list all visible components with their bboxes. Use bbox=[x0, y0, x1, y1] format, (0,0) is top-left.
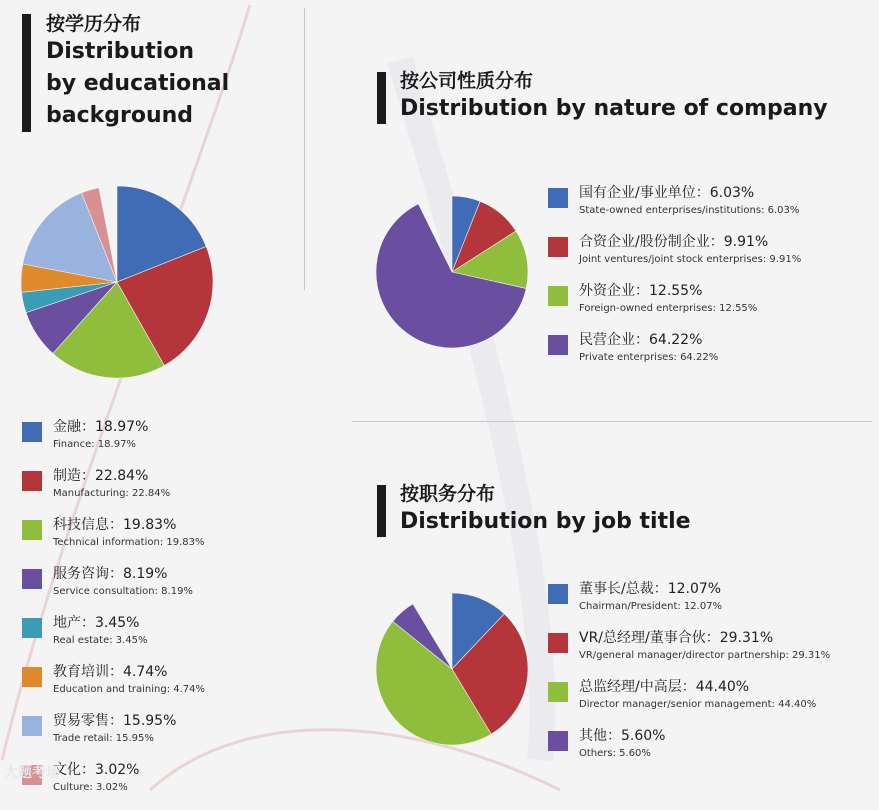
vertical-divider bbox=[304, 8, 305, 290]
legend-swatch bbox=[22, 667, 42, 687]
legend-label-en: VR/general manager/director partnership: 29.31% bbox=[579, 650, 831, 661]
legend-label-zh: 外资企业：12.55% bbox=[579, 283, 703, 299]
legend-label-zh: 科技信息：19.83% bbox=[53, 517, 177, 533]
legend-label-zh: 贸易零售：15.95% bbox=[53, 713, 177, 729]
legend-label-zh: 其他：5.60% bbox=[579, 728, 666, 744]
legend-label-en: Foreign-owned enterprises: 12.55% bbox=[579, 303, 758, 314]
watermark: 大题考场 bbox=[4, 765, 60, 781]
legend-label-en: Private enterprises: 64.22% bbox=[579, 352, 719, 363]
job-title-en: Distribution by job title bbox=[400, 509, 691, 534]
legend-label-zh: 合资企业/股份制企业：9.91% bbox=[579, 234, 769, 250]
legend-swatch bbox=[22, 471, 42, 491]
legend-label-zh: 民营企业：64.22% bbox=[579, 332, 703, 348]
legend-swatch bbox=[22, 422, 42, 442]
legend-swatch bbox=[22, 520, 42, 540]
legend-label-en: Finance: 18.97% bbox=[53, 439, 136, 450]
legend-label-zh: 教育培训：4.74% bbox=[53, 664, 168, 680]
legend-label-en: Joint ventures/joint stock enterprises: 9.91% bbox=[579, 254, 802, 265]
education-pie-chart bbox=[20, 185, 214, 379]
legend-label-zh: 金融：18.97% bbox=[53, 419, 149, 435]
company-title bbox=[400, 69, 828, 125]
legend-swatch bbox=[548, 286, 568, 306]
legend-label-zh: 服务咨询：8.19% bbox=[53, 566, 168, 582]
legend-label-zh: 总监经理/中高层：44.40% bbox=[579, 679, 750, 695]
legend-swatch bbox=[22, 569, 42, 589]
legend-swatch bbox=[548, 731, 568, 751]
education-title bbox=[46, 12, 229, 132]
education-title-en-line3: background bbox=[46, 103, 194, 128]
education-title-zh: 按学历分布 bbox=[46, 13, 142, 35]
legend-label-zh: VR/总经理/董事合伙：29.31% bbox=[579, 630, 774, 646]
company-title-en: Distribution by nature of company bbox=[400, 96, 828, 121]
legend-label-en: Trade retail: 15.95% bbox=[53, 733, 154, 744]
legend-label-en: Technical information: 19.83% bbox=[53, 537, 205, 548]
legend-label-zh: 地产：3.45% bbox=[53, 615, 140, 631]
company-pie-chart bbox=[375, 195, 529, 349]
legend-label-en: Education and training: 4.74% bbox=[53, 684, 206, 695]
horizontal-divider bbox=[352, 421, 872, 422]
legend-label-zh: 文化：3.02% bbox=[53, 762, 140, 778]
section-marker-education bbox=[22, 14, 31, 132]
job-title-zh: 按职务分布 bbox=[400, 483, 496, 505]
company-title-zh: 按公司性质分布 bbox=[400, 70, 534, 92]
legend-label-zh: 董事长/总裁：12.07% bbox=[579, 581, 722, 597]
legend-label-en: Manufacturing: 22.84% bbox=[53, 488, 171, 499]
legend-label-en: Service consultation: 8.19% bbox=[53, 586, 193, 597]
legend-swatch bbox=[548, 335, 568, 355]
job-title bbox=[400, 482, 691, 538]
legend-swatch bbox=[548, 682, 568, 702]
legend-label-en: State-owned enterprises/institutions: 6.03% bbox=[579, 205, 800, 216]
legend-swatch bbox=[548, 237, 568, 257]
section-marker-company bbox=[377, 72, 386, 124]
section-marker-job bbox=[377, 485, 386, 537]
legend-label-en: Culture: 3.02% bbox=[53, 782, 128, 793]
legend-swatch bbox=[548, 188, 568, 208]
legend-label-en: Others: 5.60% bbox=[579, 748, 651, 759]
job-pie-chart bbox=[375, 592, 529, 746]
legend-swatch bbox=[22, 716, 42, 736]
legend-swatch bbox=[22, 618, 42, 638]
legend-swatch bbox=[548, 633, 568, 653]
legend-label-en: Real estate: 3.45% bbox=[53, 635, 148, 646]
legend-swatch bbox=[548, 584, 568, 604]
legend-label-zh: 制造：22.84% bbox=[53, 468, 149, 484]
education-title-en-line2: by educational bbox=[46, 71, 230, 96]
legend-label-zh: 国有企业/事业单位：6.03% bbox=[579, 185, 755, 201]
education-title-en-line1: Distribution bbox=[46, 39, 195, 64]
legend-label-en: Chairman/President: 12.07% bbox=[579, 601, 723, 612]
legend-label-en: Director manager/senior management: 44.40% bbox=[579, 699, 817, 710]
